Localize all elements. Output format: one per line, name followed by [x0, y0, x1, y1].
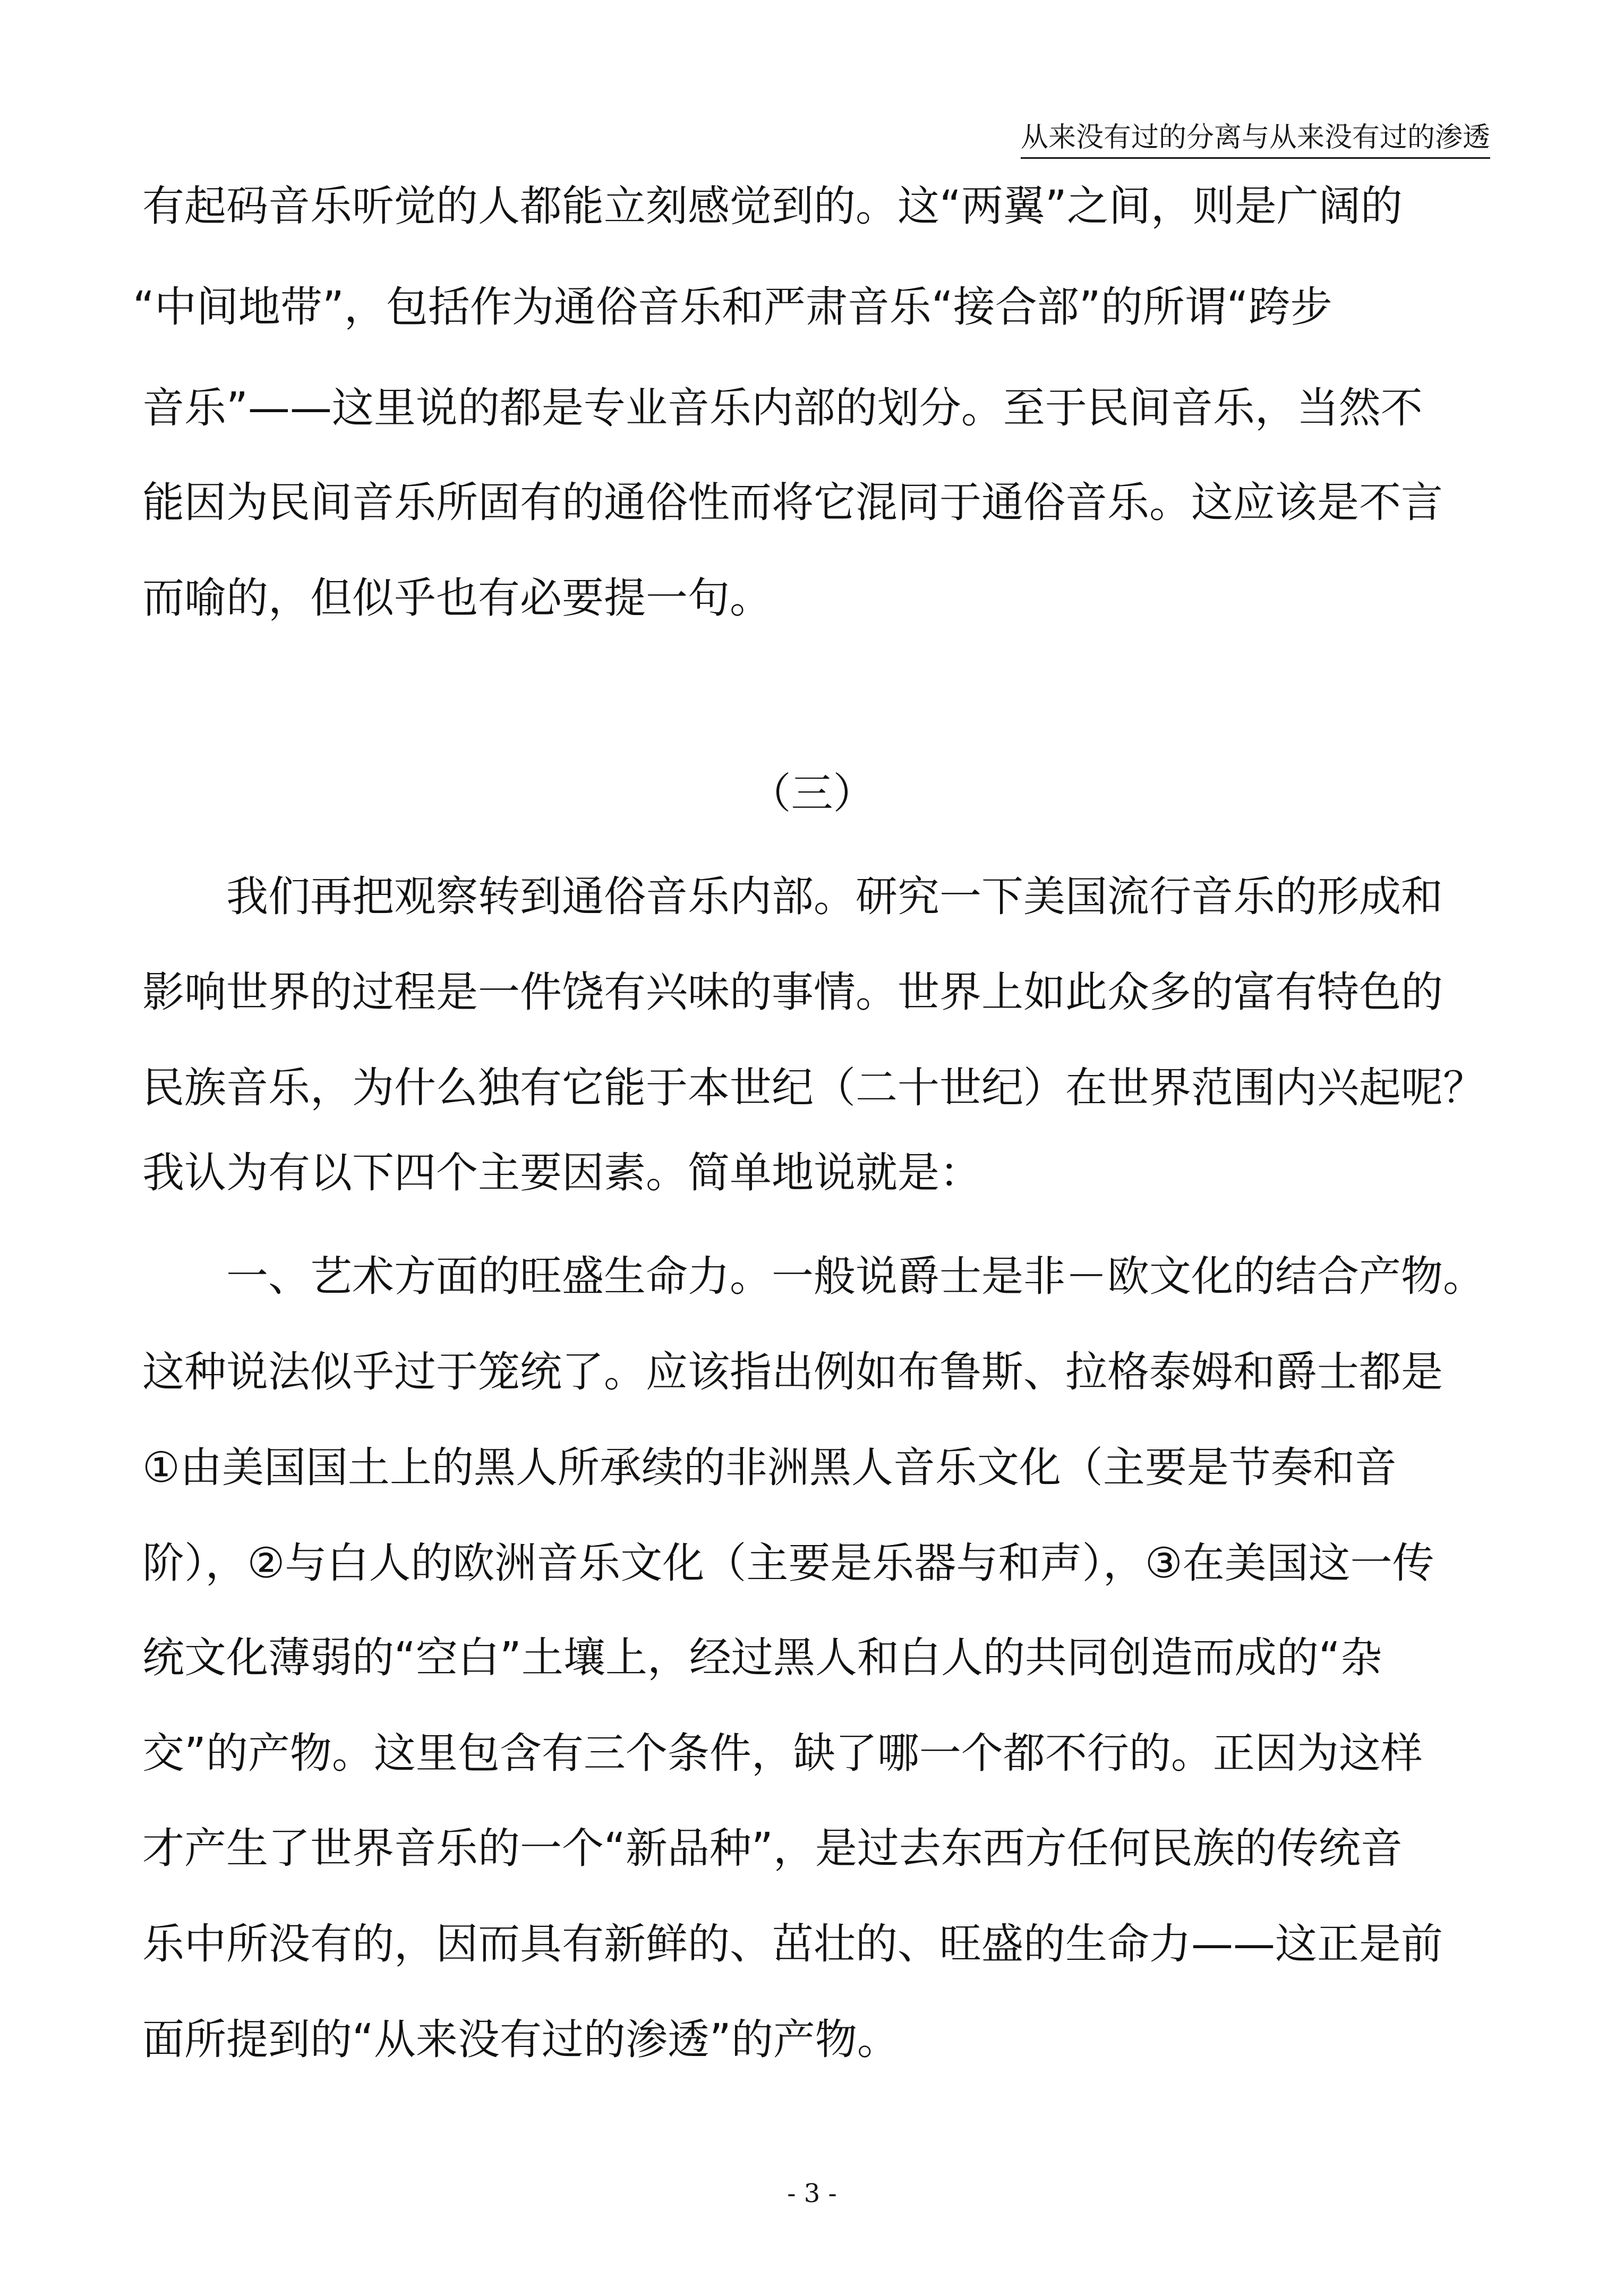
- page-number: - 3 -: [787, 2179, 837, 2208]
- paragraph-line: 面所提到的“从来没有过的渗透”的产物。: [142, 2015, 899, 2064]
- paragraph-line: 才产生了世界音乐的一个“新品种”，是过去东西方任何民族的传统音: [142, 1824, 1403, 1873]
- paragraph-line: 而喻的，但似乎也有必要提一句。: [142, 574, 772, 622]
- running-header: 从来没有过的分离与从来没有过的渗透: [1021, 119, 1490, 159]
- paragraph-line: 一、艺术方面的旺盛生命力。一般说爵士是非－欧文化的结合产物。: [226, 1252, 1485, 1301]
- paragraph-line: “中间地带”，包括作为通俗音乐和严肃音乐“接合部”的所谓“跨步: [133, 283, 1332, 331]
- paragraph-line: 音乐”——这里说的都是专业音乐内部的划分。至于民间音乐，当然不: [142, 383, 1423, 432]
- paragraph-line: 能因为民间音乐所固有的通俗性而将它混同于通俗音乐。这应该是不言: [142, 478, 1443, 527]
- paragraph-line: 民族音乐，为什么独有它能于本世纪（二十世纪）在世界范围内兴起呢？: [142, 1063, 1485, 1112]
- paragraph-line: 这种说法似乎过于笼统了。应该指出例如布鲁斯、拉格泰姆和爵士都是: [142, 1347, 1443, 1396]
- paragraph-line: ①由美国国土上的黑人所承续的非洲黑人音乐文化（主要是节奏和音: [142, 1443, 1397, 1492]
- section-heading: （三）: [749, 769, 875, 818]
- paragraph-line: 我们再把观察转到通俗音乐内部。研究一下美国流行音乐的形成和: [226, 872, 1443, 921]
- paragraph-line: 统文化薄弱的“空白”土壤上，经过黑人和白人的共同创造而成的“杂: [142, 1633, 1382, 1682]
- paragraph-line: 影响世界的过程是一件饶有兴味的事情。世界上如此众多的富有特色的: [142, 968, 1443, 1017]
- paragraph-line: 交”的产物。这里包含有三个条件，缺了哪一个都不行的。正因为这样: [142, 1729, 1423, 1778]
- paragraph-line: 我认为有以下四个主要因素。简单地说就是：: [142, 1148, 981, 1197]
- paragraph-line: 有起码音乐听觉的人都能立刻感觉到的。这“两翼”之间，则是广阔的: [142, 182, 1403, 231]
- paragraph-line: 乐中所没有的，因而具有新鲜的、茁壮的、旺盛的生命力——这正是前: [142, 1919, 1443, 1968]
- paragraph-line: 阶），②与白人的欧洲音乐文化（主要是乐器与和声），③在美国这一传: [142, 1539, 1434, 1588]
